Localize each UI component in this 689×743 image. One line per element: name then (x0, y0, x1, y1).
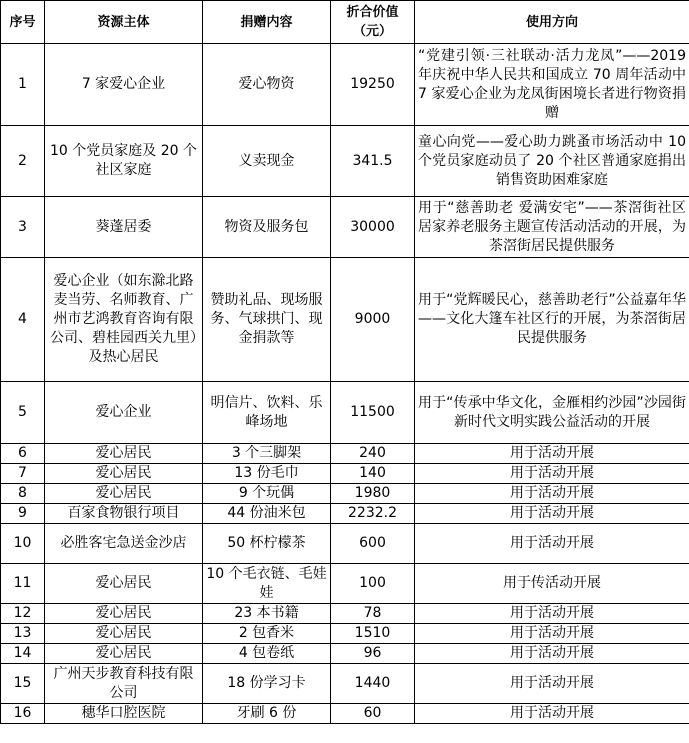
cell-value: 11500 (331, 382, 415, 444)
table-row (1, 644, 689, 664)
table-row (1, 624, 689, 644)
cell-usage: 用于活动开展 (415, 624, 689, 644)
cell-usage: 用于活动开展 (415, 524, 689, 564)
cell-content: 50 杯柠檬茶 (203, 524, 331, 564)
cell-subject: 爱心居民 (45, 564, 203, 604)
cell-value: 30000 (331, 197, 415, 258)
table-row (1, 382, 689, 444)
cell-no: 15 (1, 664, 45, 704)
cell-usage: 用于活动开展 (415, 484, 689, 504)
cell-no: 16 (1, 704, 45, 724)
cell-value: 9000 (331, 258, 415, 382)
cell-subject: 爱心居民 (45, 484, 203, 504)
cell-subject: 葵蓬居委 (45, 197, 203, 258)
cell-value: 1440 (331, 664, 415, 704)
cell-no: 8 (1, 484, 45, 504)
cell-value: 78 (331, 604, 415, 624)
cell-value: 341.5 (331, 126, 415, 197)
cell-no: 9 (1, 504, 45, 524)
cell-no: 12 (1, 604, 45, 624)
table-row (1, 504, 689, 524)
cell-subject: 必胜客宅急送金沙店 (45, 524, 203, 564)
table-row (1, 664, 689, 704)
cell-usage: 用于活动开展 (415, 704, 689, 724)
cell-usage: 用于“传承中华文化，金雁相约沙园”沙园街新时代文明实践公益活动的开展 (415, 382, 689, 444)
cell-usage: 用于活动开展 (415, 604, 689, 624)
cell-content: 3 个三脚架 (203, 444, 331, 464)
cell-subject: 爱心居民 (45, 624, 203, 644)
cell-no: 1 (1, 44, 45, 126)
header-subject: 资源主体 (45, 1, 203, 44)
cell-content: 赞助礼品、现场服务、气球拱门、现金捐款等 (203, 258, 331, 382)
cell-usage: 用于传活动开展 (415, 564, 689, 604)
cell-no: 3 (1, 197, 45, 258)
cell-usage: 用于活动开展 (415, 664, 689, 704)
cell-subject: 爱心居民 (45, 444, 203, 464)
table-row (1, 564, 689, 604)
header-value: 折合价值（元） (331, 1, 415, 44)
table-row (1, 524, 689, 564)
cell-no: 10 (1, 524, 45, 564)
cell-subject: 百家食物银行项目 (45, 504, 203, 524)
cell-subject: 爱心居民 (45, 604, 203, 624)
cell-content: 物资及服务包 (203, 197, 331, 258)
cell-value: 19250 (331, 44, 415, 126)
header-content: 捐赠内容 (203, 1, 331, 44)
header-row (1, 1, 689, 44)
cell-value: 1510 (331, 624, 415, 644)
cell-subject: 广州天步教育科技有限公司 (45, 664, 203, 704)
cell-no: 5 (1, 382, 45, 444)
cell-usage: 用于活动开展 (415, 464, 689, 484)
cell-usage: 童心向党——爱心助力跳蚤市场活动中 10 个党员家庭动员了 20 个社区普通家庭捐出销售资助困难家庭 (415, 126, 689, 197)
cell-subject: 10 个党员家庭及 20 个社区家庭 (45, 126, 203, 197)
cell-subject: 爱心居民 (45, 464, 203, 484)
table-row (1, 126, 689, 197)
cell-content: 义卖现金 (203, 126, 331, 197)
table-row (1, 197, 689, 258)
cell-subject: 爱心居民 (45, 644, 203, 664)
cell-value: 600 (331, 524, 415, 564)
table-row (1, 44, 689, 126)
cell-usage: 用于活动开展 (415, 444, 689, 464)
table-row (1, 604, 689, 624)
cell-content: 4 包卷纸 (203, 644, 331, 664)
cell-no: 11 (1, 564, 45, 604)
cell-usage: 用于活动开展 (415, 644, 689, 664)
cell-value: 60 (331, 704, 415, 724)
cell-content: 9 个玩偶 (203, 484, 331, 504)
cell-value: 96 (331, 644, 415, 664)
cell-value: 1980 (331, 484, 415, 504)
table-row (1, 464, 689, 484)
cell-usage: 用于“党辉暖民心，慈善助老行”公益嘉年华——文化大篷车社区行的开展，为茶滘街居民提供服务 (415, 258, 689, 382)
cell-content: 2 包香米 (203, 624, 331, 644)
cell-no: 4 (1, 258, 45, 382)
cell-value: 100 (331, 564, 415, 604)
cell-no: 2 (1, 126, 45, 197)
cell-subject: 7 家爱心企业 (45, 44, 203, 126)
table-row (1, 258, 689, 382)
cell-no: 13 (1, 624, 45, 644)
cell-usage: “党建引领·三社联动·活力龙凤”——2019 年庆祝中华人民共和国成立 70 周年活动中 7 家爱心企业为龙凤街困境长者进行物资捐赠 (415, 44, 689, 126)
cell-value: 2232.2 (331, 504, 415, 524)
cell-content: 爱心物资 (203, 44, 331, 126)
cell-content: 明信片、饮料、乐峰场地 (203, 382, 331, 444)
cell-content: 23 本书籍 (203, 604, 331, 624)
cell-content: 10 个毛衣链、毛娃娃 (203, 564, 331, 604)
cell-usage: 用于“慈善助老 爱满安宅”——茶滘街社区居家养老服务主题宣传活动活动的开展，为茶滘街居民提供服务 (415, 197, 689, 258)
cell-subject: 爱心企业 (45, 382, 203, 444)
table-row (1, 484, 689, 504)
table-row (1, 704, 689, 724)
cell-no: 6 (1, 444, 45, 464)
cell-no: 7 (1, 464, 45, 484)
cell-usage: 用于活动开展 (415, 504, 689, 524)
cell-content: 18 份学习卡 (203, 664, 331, 704)
cell-value: 140 (331, 464, 415, 484)
cell-subject: 穗华口腔医院 (45, 704, 203, 724)
cell-content: 13 份毛巾 (203, 464, 331, 484)
header-usage: 使用方向 (415, 1, 689, 44)
cell-value: 240 (331, 444, 415, 464)
cell-no: 14 (1, 644, 45, 664)
cell-subject: 爱心企业（如东滁北路麦当劳、名师教育、广州市艺鸿教育咨询有限公司、碧桂园西关九里）及热心居民 (45, 258, 203, 382)
header-no: 序号 (1, 1, 45, 44)
cell-content: 牙刷 6 份 (203, 704, 331, 724)
cell-content: 44 份油米包 (203, 504, 331, 524)
table-row (1, 444, 689, 464)
